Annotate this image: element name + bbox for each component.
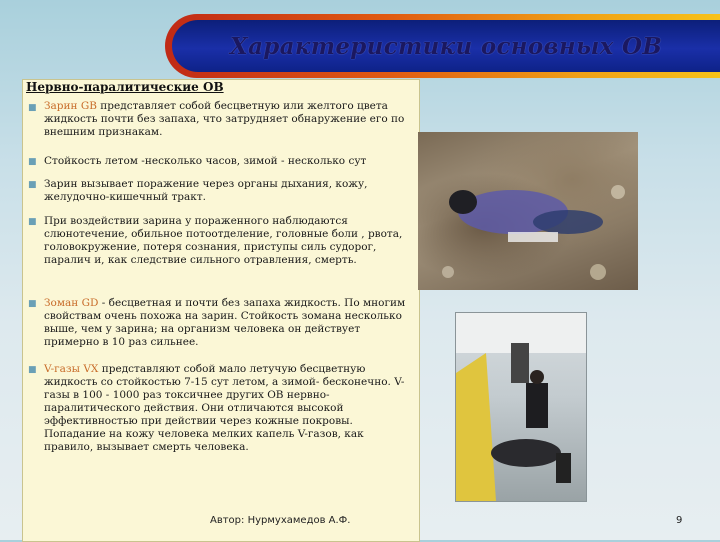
square-bullet-icon: ■	[28, 217, 37, 227]
paragraph-sarin-gb	[44, 100, 412, 139]
section-heading: Нервно-паралитические ОВ	[26, 80, 224, 94]
paragraph-soman-text: - бесцветная и почти без запаха жидкость. По многим свойствам очень похожа на зарин. Стойкость зомана несколько выше, чем у зарина; на организм человека он действует примерно в 10 раз сильнее.	[44, 297, 406, 348]
paragraph-sarin-text: представляет собой бесцветную или желтого цвета жидкость почти без запаха, что затрудняет обнаружение его по внешним признакам.	[44, 100, 405, 138]
photo-subway-victims-art	[456, 313, 586, 501]
square-bullet-icon: ■	[28, 157, 37, 167]
footer-author: Автор: Нурмухамедов А.Ф.	[210, 515, 351, 526]
square-bullet-icon: ■	[28, 180, 37, 190]
lead-sarin: Зарин GB	[44, 100, 97, 112]
lead-vx: V-газы VX	[44, 363, 99, 375]
lead-soman: Зоман GD	[44, 297, 99, 309]
paragraph-exposure: Зарин вызывает поражение через органы дыхания, кожу, желудочно-кишечный тракт.	[44, 178, 368, 203]
page-number: 9	[676, 515, 683, 526]
square-bullet-icon: ■	[28, 299, 37, 309]
paragraph-persistence: Стойкость летом -несколько часов, зимой - несколько сут	[44, 155, 367, 167]
photo-victims-ground-art	[418, 132, 638, 290]
paragraph-vx	[44, 363, 414, 454]
slide-title: Характеристики основных ОВ	[229, 32, 663, 60]
square-bullet-icon: ■	[28, 365, 37, 375]
square-bullet-icon: ■	[28, 103, 37, 113]
paragraph-symptoms: При воздействии зарина у пораженного наблюдаются слюнотечение, обильное потоотделение, головные боли , рвота, головокружение, потеря сознания, приступы силь судорог, паралич и, как следствие сильного отравления, смерть.	[44, 215, 403, 266]
paragraph-soman-gd	[44, 297, 414, 349]
photo-victims-ground	[418, 132, 638, 290]
photo-subway-victims	[455, 312, 587, 502]
paragraph-vx-text: представляют собой мало летучую бесцветную жидкость со стойкостью 7-15 сут летом, а зимой- бесконечно. V-газы в 100 - 1000 раз токсичнее других ОВ нервно-паралитического действия. Они отличаются высокой эффективностью при действии через кожные покровы. Попадание на кожу человека мелких капель V-газов, как правило, вызывает смерть человека.	[44, 363, 405, 453]
